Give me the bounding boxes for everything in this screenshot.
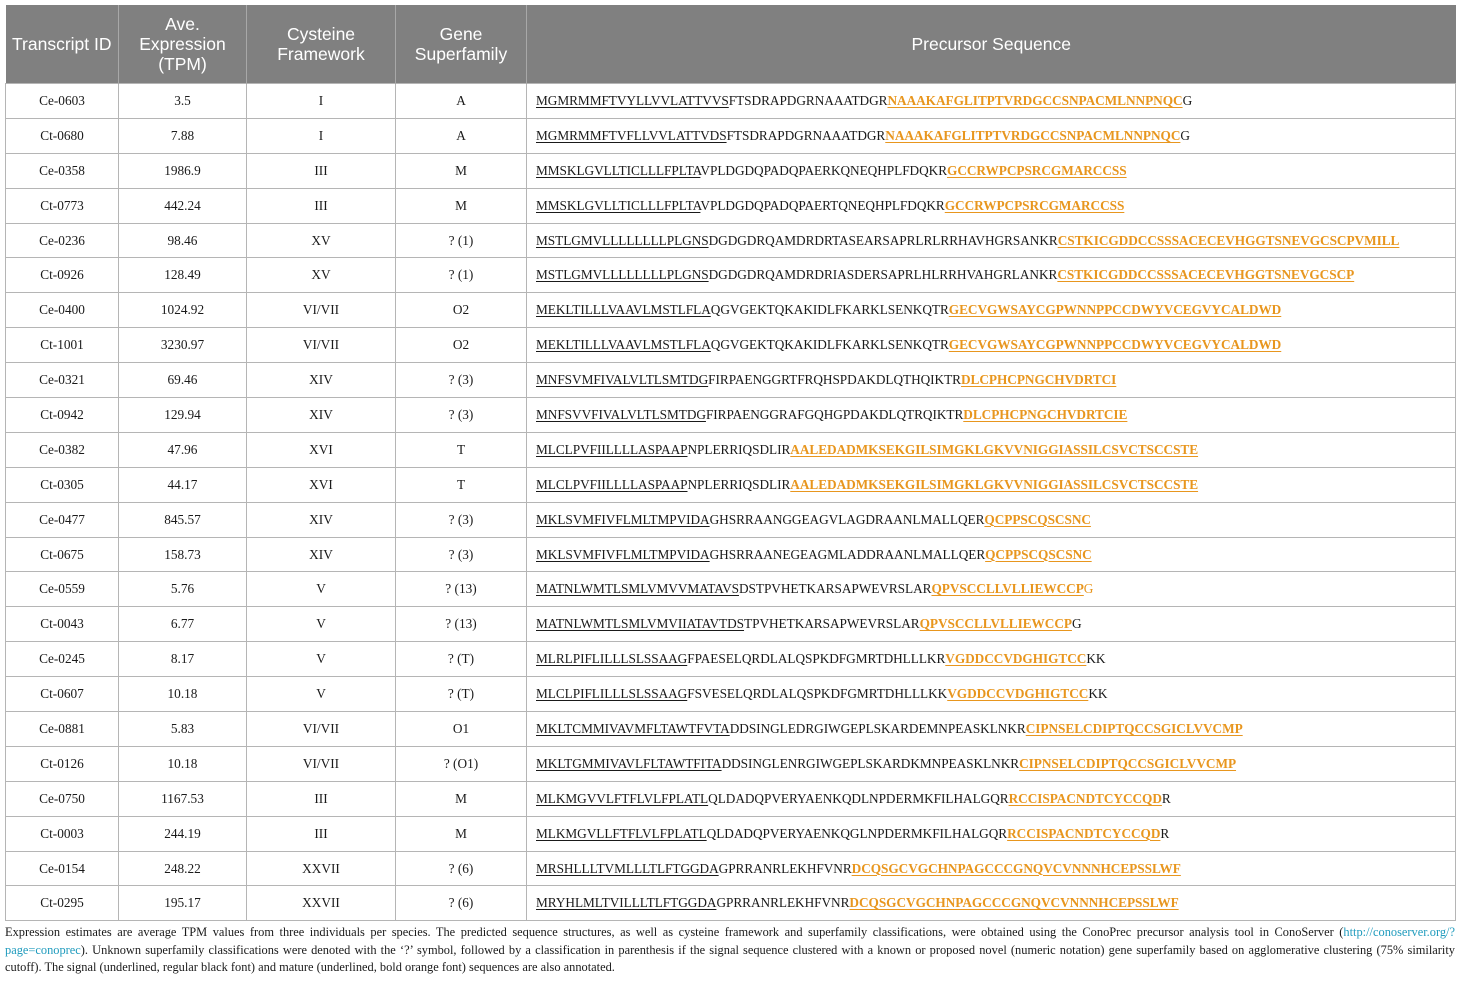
framework-cell: VI/VII <box>247 712 396 747</box>
transcript-id-cell: Ct-0305 <box>6 467 119 502</box>
signal-sequence: MLKMGVVLFTFLVLFPLATL <box>536 790 709 806</box>
transcript-id-cell: Ct-0295 <box>6 886 119 921</box>
transcript-id-cell: Ce-0750 <box>6 781 119 816</box>
signal-sequence: MATNLWMTLSMLVMVVMATAVS <box>536 581 739 597</box>
signal-sequence: MKLSVMFIVFLMLTMPVIDA <box>536 546 710 562</box>
transcript-id-cell: Ce-0321 <box>6 363 119 398</box>
precursor-sequence-cell <box>527 84 1456 119</box>
expression-cell: 244.19 <box>119 816 247 851</box>
superfamily-cell: ? (6) <box>396 886 527 921</box>
superfamily-cell: ? (13) <box>396 572 527 607</box>
signal-sequence: MMSKLGVLLTICLLLFPLTA <box>536 197 701 213</box>
expression-cell: 10.18 <box>119 677 247 712</box>
pro-region: FIRPAENGGRTFRQHSPDAKDLQTHQIKTR <box>708 372 961 388</box>
table-row <box>6 851 1456 886</box>
expression-cell: 44.17 <box>119 467 247 502</box>
precursor-sequence-cell <box>527 258 1456 293</box>
framework-cell: I <box>247 118 396 153</box>
superfamily-cell: ? (3) <box>396 363 527 398</box>
framework-cell: XXVII <box>247 886 396 921</box>
signal-sequence: MLKMGVLLFTFLVLFPLATL <box>536 825 707 841</box>
mature-sequence: QCPPSCQSCSNC <box>984 511 1091 527</box>
signal-sequence: MNFSVVFIVALVLTLSMTDG <box>536 406 706 422</box>
table-row <box>6 188 1456 223</box>
header-precursor-sequence: Precursor Sequence <box>527 5 1456 84</box>
superfamily-cell: ? (T) <box>396 642 527 677</box>
precursor-sequence-cell <box>527 886 1456 921</box>
table-row <box>6 746 1456 781</box>
precursor-sequence-cell <box>527 363 1456 398</box>
superfamily-cell: ? (O1) <box>396 746 527 781</box>
framework-cell: XVI <box>247 467 396 502</box>
framework-cell: III <box>247 781 396 816</box>
precursor-sequence-cell <box>527 816 1456 851</box>
header-ave-expression: Ave. Expression (TPM) <box>119 5 247 84</box>
precursor-sequence-cell <box>527 153 1456 188</box>
expression-cell: 47.96 <box>119 432 247 467</box>
pro-region: QGVGEKTQKAKIDLFKARKLSENKQTR <box>710 337 949 353</box>
expression-cell: 5.76 <box>119 572 247 607</box>
framework-cell: XXVII <box>247 851 396 886</box>
pro-region: QGVGEKTQKAKIDLFKARKLSENKQTR <box>710 302 949 318</box>
signal-sequence: MGMRMMFTVFLLVVLATTVDS <box>536 127 727 143</box>
expression-cell: 3.5 <box>119 84 247 119</box>
framework-cell: VI/VII <box>247 293 396 328</box>
expression-cell: 248.22 <box>119 851 247 886</box>
signal-sequence: MEKLTILLLVAAVLMSTLFLA <box>536 302 711 318</box>
superfamily-cell: O2 <box>396 328 527 363</box>
mature-sequence: DCQSGCVGCHNPAGCCCGNQVCVNNNHCEPSSLWF <box>851 860 1181 876</box>
precursor-sequence-cell <box>527 607 1456 642</box>
table-row <box>6 398 1456 433</box>
mature-sequence: DLCPHCPNGCHVDRTCI <box>961 372 1117 388</box>
pro-region: NPLERRIQSDLIR <box>687 441 791 457</box>
framework-cell: III <box>247 153 396 188</box>
pro-region: QLDADQPVERYAENKQGLNPDERMKFILHALGQR <box>706 825 1008 841</box>
superfamily-cell: T <box>396 432 527 467</box>
signal-sequence: MRYHLMLTVILLLTLFTGGDA <box>536 895 717 911</box>
header-gene-superfamily: Gene Superfamily <box>396 5 527 84</box>
mature-sequence: CSTKICGDDCCSSSACECEVHGGTSNEVGCSCP <box>1057 267 1355 283</box>
framework-cell: VI/VII <box>247 328 396 363</box>
superfamily-cell: T <box>396 467 527 502</box>
table-row <box>6 537 1456 572</box>
mature-sequence: QPVSCCLLVLLIEWCCP <box>919 616 1072 632</box>
pro-region: VPLDGDQPADQPAERTQNEQHPLFDQKR <box>700 197 945 213</box>
mature-sequence: GECVGWSAYCGPWNNPPCCDWYVCEGVYCALDWD <box>948 337 1282 353</box>
superfamily-cell: ? (1) <box>396 223 527 258</box>
signal-sequence: MMSKLGVLLTICLLLFPLTA <box>536 162 701 178</box>
pro-region: TPVHETKARSAPWEVRSLAR <box>744 616 920 632</box>
header-row <box>6 5 1456 84</box>
expression-cell: 7.88 <box>119 118 247 153</box>
mature-sequence: AALEDADMKSEKGILSIMGKLGKVVNIGGIASSILCSVCTSCCSTE <box>790 441 1199 457</box>
transcript-id-cell: Ct-0773 <box>6 188 119 223</box>
superfamily-cell: O1 <box>396 712 527 747</box>
superfamily-cell: M <box>396 781 527 816</box>
signal-sequence: MLCLPIFLILLLSLSSAAG <box>536 686 688 702</box>
transcript-id-cell: Ct-0942 <box>6 398 119 433</box>
expression-cell: 442.24 <box>119 188 247 223</box>
framework-cell: XIV <box>247 363 396 398</box>
pro-region: NPLERRIQSDLIR <box>687 476 791 492</box>
transcript-id-cell: Ce-0245 <box>6 642 119 677</box>
table-row <box>6 258 1456 293</box>
mature-sequence: AALEDADMKSEKGILSIMGKLGKVVNIGGIASSILCSVCTSCCSTE <box>790 476 1199 492</box>
transcript-id-cell: Ct-0680 <box>6 118 119 153</box>
tail-residues: R <box>1161 790 1171 806</box>
superfamily-cell: M <box>396 188 527 223</box>
superfamily-cell: ? (T) <box>396 677 527 712</box>
signal-sequence: MSTLGMVLLLLLLLLPLGNS <box>536 267 709 283</box>
precursor-sequence-cell <box>527 781 1456 816</box>
transcript-id-cell: Ct-0003 <box>6 816 119 851</box>
tail-residues: KK <box>1086 651 1106 667</box>
conotoxin-table <box>5 5 1456 921</box>
transcript-id-cell: Ct-0126 <box>6 746 119 781</box>
expression-cell: 8.17 <box>119 642 247 677</box>
precursor-sequence-cell <box>527 432 1456 467</box>
superfamily-cell: M <box>396 153 527 188</box>
precursor-sequence-cell <box>527 712 1456 747</box>
superfamily-cell: ? (3) <box>396 502 527 537</box>
signal-sequence: MLCLPVFIILLLLASPAAP <box>536 476 688 492</box>
transcript-id-cell: Ce-0382 <box>6 432 119 467</box>
expression-cell: 1167.53 <box>119 781 247 816</box>
precursor-sequence-cell <box>527 398 1456 433</box>
tail-residues: G <box>1083 581 1094 597</box>
transcript-id-cell: Ce-0154 <box>6 851 119 886</box>
precursor-sequence-cell <box>527 118 1456 153</box>
table-row <box>6 816 1456 851</box>
pro-region: FTSDRAPDGRNAAATDGR <box>728 92 888 108</box>
conoserver-link[interactable]: http://conoserver.org/?page=conoprec <box>5 925 1455 957</box>
framework-cell: XVI <box>247 432 396 467</box>
pro-region: FPAESELQRDLALQSPKDFGMRTDHLLLKR <box>687 651 946 667</box>
table-row <box>6 677 1456 712</box>
superfamily-cell: ? (3) <box>396 537 527 572</box>
table-row <box>6 572 1456 607</box>
precursor-sequence-cell <box>527 851 1456 886</box>
mature-sequence: NAAAKAFGLITPTVRDGCCSNPACMLNNPNQC <box>887 92 1183 108</box>
expression-cell: 129.94 <box>119 398 247 433</box>
pro-region: DGDGDRQAMDRDRTASEARSAPRLRLRRHAVHGRSANKR <box>708 232 1058 248</box>
mature-sequence: VGDDCCVDGHIGTCC <box>945 651 1087 667</box>
table-row <box>6 293 1456 328</box>
tail-residues: G <box>1180 127 1190 143</box>
transcript-id-cell: Ct-1001 <box>6 328 119 363</box>
table-footnote <box>5 924 1455 977</box>
precursor-sequence-cell <box>527 467 1456 502</box>
mature-sequence: RCCISPACNDTCYCCQD <box>1007 825 1161 841</box>
framework-cell: III <box>247 816 396 851</box>
expression-cell: 195.17 <box>119 886 247 921</box>
pro-region: DDSINGLENRGIWGEPLSKARDKMNPEASKLNKR <box>721 755 1020 771</box>
table-row <box>6 84 1456 119</box>
table-row <box>6 328 1456 363</box>
framework-cell: XV <box>247 258 396 293</box>
transcript-id-cell: Ce-0358 <box>6 153 119 188</box>
pro-region: GHSRRAANEGEAGMLADDRAANLMALLQER <box>709 546 986 562</box>
superfamily-cell: M <box>396 816 527 851</box>
mature-sequence: CIPNSELCDIPTQCCSGICLVVCMP <box>1019 755 1237 771</box>
signal-sequence: MGMRMMFTVYLLVVLATTVVS <box>536 92 729 108</box>
precursor-sequence-cell <box>527 223 1456 258</box>
framework-cell: VI/VII <box>247 746 396 781</box>
tail-residues: G <box>1182 92 1193 108</box>
framework-cell: V <box>247 677 396 712</box>
table-row <box>6 118 1456 153</box>
table-row <box>6 363 1456 398</box>
tail-residues: R <box>1160 825 1170 841</box>
mature-sequence: GCCRWPCPSRCGMARCCSS <box>944 197 1125 213</box>
expression-cell: 3230.97 <box>119 328 247 363</box>
mature-sequence: CIPNSELCDIPTQCCSGICLVVCMP <box>1025 720 1243 736</box>
signal-sequence: MKLTGMMIVAVLFLTAWTFITA <box>536 755 722 771</box>
expression-cell: 845.57 <box>119 502 247 537</box>
table-row <box>6 153 1456 188</box>
header-transcript-id: Transcript ID <box>6 5 119 84</box>
framework-cell: I <box>247 84 396 119</box>
signal-sequence: MEKLTILLLVAAVLMSTLFLA <box>536 337 711 353</box>
mature-sequence: VGDDCCVDGHIGTCC <box>947 686 1089 702</box>
transcript-id-cell: Ct-0926 <box>6 258 119 293</box>
superfamily-cell: ? (6) <box>396 851 527 886</box>
framework-cell: III <box>247 188 396 223</box>
signal-sequence: MRSHLLLTVMLLLTLFTGGDA <box>536 860 719 876</box>
framework-cell: XIV <box>247 398 396 433</box>
precursor-sequence-cell <box>527 642 1456 677</box>
transcript-id-cell: Ct-0607 <box>6 677 119 712</box>
signal-sequence: MKLTCMMIVAVMFLTAWTFVTA <box>536 720 730 736</box>
precursor-sequence-cell <box>527 677 1456 712</box>
table-row <box>6 467 1456 502</box>
footnote-text-2: ). Unknown superfamily classifications were denoted with the ‘?’ symbol, followed by a classification in parenthesis if the signal sequence clustered with a known or proposed novel (numeric notation) gene superfamily based on agglomerative clustering (75% similarity cutoff). The signal (underlined, regular black font) and mature (underlined, bold orange font) sequences are also annotated. <box>5 942 1455 974</box>
footnote-text-1: Expression estimates are average TPM values from three individuals per species. The predicted sequence structures, as well as cysteine framework and superfamily classifications, were obtained using the ConoPrec precursor analysis tool in ConoServer ( <box>5 925 1344 939</box>
pro-region: GHSRRAANGGEAGVLAGDRAANLMALLQER <box>709 511 985 527</box>
transcript-id-cell: Ce-0400 <box>6 293 119 328</box>
superfamily-cell: O2 <box>396 293 527 328</box>
table-row <box>6 607 1456 642</box>
superfamily-cell: ? (1) <box>396 258 527 293</box>
expression-cell: 10.18 <box>119 746 247 781</box>
precursor-sequence-cell <box>527 746 1456 781</box>
mature-sequence: NAAAKAFGLITPTVRDGCCSNPACMLNNPNQC <box>885 127 1181 143</box>
pro-region: DDSINGLEDRGIWGEPLSKARDEMNPEASKLNKR <box>729 720 1026 736</box>
pro-region: GPRRANRLEKHFVNR <box>718 860 852 876</box>
tail-residues: G <box>1071 616 1082 632</box>
precursor-sequence-cell <box>527 328 1456 363</box>
pro-region: QLDADQPVERYAENKQDLNPDERMKFILHALGQR <box>708 790 1009 806</box>
mature-sequence: DCQSGCVGCHNPAGCCCGNQVCVNNNHCEPSSLWF <box>849 895 1179 911</box>
expression-cell: 5.83 <box>119 712 247 747</box>
framework-cell: XIV <box>247 502 396 537</box>
transcript-id-cell: Ce-0603 <box>6 84 119 119</box>
mature-sequence: CSTKICGDDCCSSSACECEVHGGTSNEVGCSCPVMILL <box>1057 232 1400 248</box>
framework-cell: V <box>247 642 396 677</box>
transcript-id-cell: Ce-0236 <box>6 223 119 258</box>
superfamily-cell: ? (3) <box>396 398 527 433</box>
superfamily-cell: A <box>396 118 527 153</box>
mature-sequence: GECVGWSAYCGPWNNPPCCDWYVCEGVYCALDWD <box>948 302 1282 318</box>
expression-cell: 69.46 <box>119 363 247 398</box>
pro-region: FTSDRAPDGRNAAATDGR <box>726 127 886 143</box>
framework-cell: V <box>247 607 396 642</box>
expression-cell: 6.77 <box>119 607 247 642</box>
superfamily-cell: ? (13) <box>396 607 527 642</box>
precursor-sequence-cell <box>527 537 1456 572</box>
signal-sequence: MSTLGMVLLLLLLLLPLGNS <box>536 232 709 248</box>
signal-sequence: MNFSVMFIVALVLTLSMTDG <box>536 372 709 388</box>
precursor-sequence-cell <box>527 293 1456 328</box>
signal-sequence: MKLSVMFIVFLMLTMPVIDA <box>536 511 710 527</box>
transcript-id-cell: Ce-0477 <box>6 502 119 537</box>
table-row <box>6 432 1456 467</box>
superfamily-cell: A <box>396 84 527 119</box>
transcript-id-cell: Ct-0043 <box>6 607 119 642</box>
tail-residues: KK <box>1088 686 1108 702</box>
pro-region: FIRPAENGGRAFGQHGPDAKDLQTRQIKTR <box>705 406 964 422</box>
framework-cell: V <box>247 572 396 607</box>
signal-sequence: MLRLPIFLILLLSLSSAAG <box>536 651 688 667</box>
transcript-id-cell: Ct-0675 <box>6 537 119 572</box>
pro-region: DGDGDRQAMDRDRIASDERSAPRLHLRRHVAHGRLANKR <box>708 267 1058 283</box>
table-body <box>6 84 1456 921</box>
mature-sequence: QPVSCCLLVLLIEWCCP <box>931 581 1084 597</box>
pro-region: DSTPVHETKARSAPWEVRSLAR <box>738 581 932 597</box>
table-row <box>6 781 1456 816</box>
expression-cell: 128.49 <box>119 258 247 293</box>
expression-cell: 1024.92 <box>119 293 247 328</box>
transcript-id-cell: Ce-0881 <box>6 712 119 747</box>
signal-sequence: MLCLPVFIILLLLASPAAP <box>536 441 688 457</box>
mature-sequence: RCCISPACNDTCYCCQD <box>1008 790 1162 806</box>
mature-sequence: DLCPHCPNGCHVDRTCIE <box>963 406 1128 422</box>
table-row <box>6 502 1456 537</box>
pro-region: GPRRANRLEKHFVNR <box>716 895 850 911</box>
expression-cell: 1986.9 <box>119 153 247 188</box>
mature-sequence: QCPPSCQSCSNC <box>985 546 1092 562</box>
pro-region: FSVESELQRDLALQSPKDFGMRTDHLLLKK <box>687 686 948 702</box>
mature-sequence: GCCRWPCPSRCGMARCCSS <box>947 162 1127 178</box>
precursor-sequence-cell <box>527 188 1456 223</box>
precursor-sequence-cell <box>527 502 1456 537</box>
expression-cell: 158.73 <box>119 537 247 572</box>
table-row <box>6 712 1456 747</box>
header-cysteine-framework: Cysteine Framework <box>247 5 396 84</box>
table-row <box>6 886 1456 921</box>
framework-cell: XIV <box>247 537 396 572</box>
pro-region: VPLDGDQPADQPAERKQNEQHPLFDQKR <box>700 162 948 178</box>
signal-sequence: MATNLWMTLSMLVMVIIATAVTDS <box>536 616 745 632</box>
table-row <box>6 223 1456 258</box>
precursor-sequence-cell <box>527 572 1456 607</box>
expression-cell: 98.46 <box>119 223 247 258</box>
transcript-id-cell: Ce-0559 <box>6 572 119 607</box>
framework-cell: XV <box>247 223 396 258</box>
table-row <box>6 642 1456 677</box>
table-container <box>5 5 1455 921</box>
